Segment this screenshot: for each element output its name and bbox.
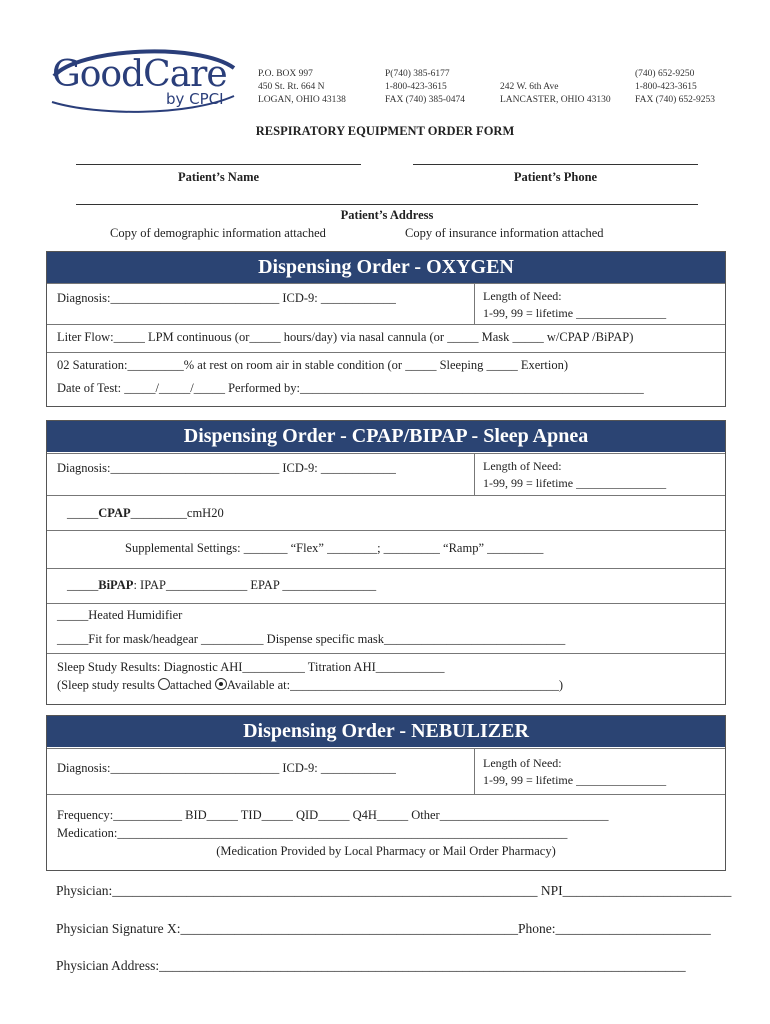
oxygen-diagnosis-row[interactable]	[47, 283, 725, 325]
oxygen-section	[46, 251, 726, 407]
patient-name-label: Patient’s Name	[177, 170, 260, 184]
physician-signature-field[interactable]: Physician Signature X:__________________________________________________Phone:_______________________	[56, 921, 711, 936]
cpap-diagnosis-text: Diagnosis:___________________________ ICD-9: ____________	[57, 461, 396, 475]
cpap-length-of-need[interactable]: Length of Need: 1-99, 99 = lifetime _______________	[474, 454, 725, 495]
cpap-supplemental-text: Supplemental Settings: _______ “Flex” ________; _________ “Ramp” _________	[125, 541, 544, 555]
nebulizer-frequency-text: Frequency:___________ BID_____ TID_____ QID_____ Q4H_____ Other___________________________	[57, 808, 609, 822]
oxygen-saturation-text: 02 Saturation:_________% at rest on room air in stable condition (or _____ Sleeping _____ Exertion)	[57, 358, 569, 372]
attached-radio[interactable]	[158, 678, 170, 690]
patient-address-field[interactable]	[76, 204, 698, 205]
office-lancaster-address: 242 W. 6th Ave LANCASTER, OHIO 43130	[500, 82, 611, 105]
office-logan-phones: P(740) 385-6177 1-800-423-3615 FAX (740) 385-0474	[385, 69, 466, 105]
cpap-supplemental-row[interactable]	[47, 530, 725, 569]
patient-phone-field[interactable]	[413, 164, 698, 165]
cpap-pressure-text: _____CPAP_________cmH20	[67, 506, 224, 520]
goodcare-logo	[48, 46, 238, 120]
patient-phone-label: Patient’s Phone	[513, 170, 598, 184]
nebulizer-pharmacy-note: (Medication Provided by Local Pharmacy or Mail Order Pharmacy)	[216, 844, 556, 858]
demographic-attached-text: Copy of demographic information attached	[110, 226, 326, 240]
form-title: RESPIRATORY EQUIPMENT ORDER FORM	[255, 124, 515, 138]
physician-address-field[interactable]: Physician Address:______________________________________________________________________________	[56, 958, 686, 973]
insurance-attached-text: Copy of insurance information attached	[405, 226, 604, 240]
physician-name-field[interactable]: Physician:_______________________________________________________________ NPI_________________________	[56, 883, 732, 898]
oxygen-liter-flow-text: Liter Flow:_____ LPM continuous (or_____ hours/day) via nasal cannula (or _____ Mask _____ w/CPAP /BiPAP)	[57, 330, 634, 344]
oxygen-liter-flow-row[interactable]	[47, 324, 725, 353]
nebulizer-header: Dispensing Order - NEBULIZER	[47, 716, 725, 747]
bipap-text: _____BiPAP: IPAP_____________ EPAP _______________	[67, 578, 377, 592]
nebulizer-diagnosis-row[interactable]	[47, 748, 725, 795]
nebulizer-medication-text: Medication:________________________________________________________________________	[57, 826, 568, 840]
bipap-row[interactable]	[47, 568, 725, 604]
sleep-study-row[interactable]	[47, 653, 725, 704]
oxygen-header: Dispensing Order - OXYGEN	[47, 252, 725, 283]
oxygen-test-text: Date of Test: _____/_____/_____ Performed by:_______________________________________________________	[57, 381, 644, 395]
patient-name-field[interactable]	[76, 164, 361, 165]
patient-address-label: Patient’s Address	[340, 208, 434, 222]
cpap-pressure-row[interactable]	[47, 495, 725, 531]
cpap-section	[46, 420, 726, 705]
available-at-radio[interactable]	[215, 678, 227, 690]
cpap-header: Dispensing Order - CPAP/BIPAP - Sleep Apnea	[47, 421, 725, 452]
sleep-study-results-text: Sleep Study Results: Diagnostic AHI__________ Titration AHI___________	[57, 660, 445, 674]
nebulizer-length-of-need[interactable]: Length of Need: 1-99, 99 = lifetime _______________	[474, 749, 725, 794]
logo-byline: by CPCI	[166, 90, 224, 108]
sleep-study-attached-text: (Sleep study results attached Available at:___________________________________________)	[57, 678, 564, 692]
logo-wordmark: GoodCare	[52, 54, 227, 95]
office-logan-address: P.O. BOX 997 450 St. Rt. 664 N LOGAN, OHIO 43138	[258, 69, 346, 105]
heated-humidifier-text: _____Heated Humidifier	[57, 608, 183, 622]
oxygen-diagnosis-text: Diagnosis:___________________________ ICD-9: ____________	[57, 291, 396, 305]
oxygen-length-of-need[interactable]: Length of Need: 1-99, 99 = lifetime _______________	[474, 284, 725, 324]
humidifier-mask-row[interactable]	[47, 603, 725, 654]
oxygen-test-row[interactable]	[47, 376, 725, 404]
nebulizer-diagnosis-text: Diagnosis:___________________________ ICD-9: ____________	[57, 761, 396, 775]
cpap-diagnosis-row[interactable]	[47, 453, 725, 496]
nebulizer-section	[46, 715, 726, 871]
mask-fit-text: _____Fit for mask/headgear __________ Dispense specific mask_____________________________	[57, 632, 566, 646]
office-lancaster-phones: (740) 652-9250 1-800-423-3615 FAX (740) 652-9253	[635, 69, 716, 105]
nebulizer-orders-row[interactable]	[47, 794, 725, 871]
